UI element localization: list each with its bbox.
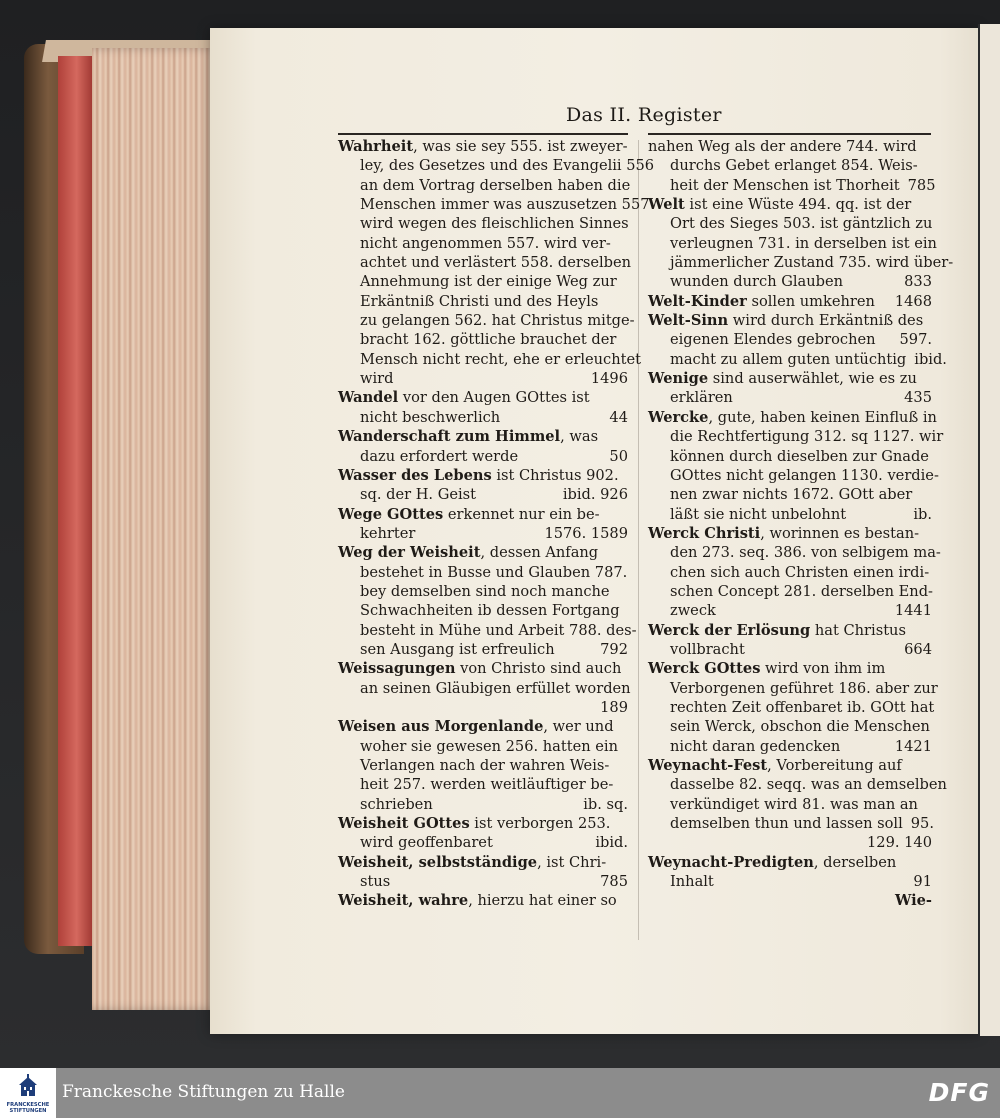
entry-text: Annehmung ist der einige Weg zur — [360, 273, 617, 291]
entry-continuation-line — [338, 272, 628, 291]
page-reference: ibid. 926 — [562, 486, 628, 504]
entry-first-line — [338, 853, 628, 872]
entry-text: nicht daran gedencken — [670, 737, 841, 755]
entry-text: die Rechtfertigung 312. sq 1127. wir — [670, 428, 944, 446]
entry-continuation-line — [648, 679, 938, 698]
entry-text: bestehet in Busse und Glauben 787. — [360, 563, 628, 581]
entry-text: Welt ist eine Wüste 494. qq. ist der — [648, 196, 912, 214]
register-entry — [338, 543, 637, 659]
entry-text: Werck der Erlösung hat Christus — [648, 621, 906, 639]
register-entry — [338, 659, 631, 717]
entry-text: macht zu allem guten untüchtig — [670, 350, 907, 368]
entry-continuation-line — [648, 775, 947, 794]
entry-text: vollbracht — [670, 640, 745, 658]
register-entry — [648, 659, 938, 756]
entry-text: Wanderschaft zum Himmel, was — [338, 428, 599, 446]
page-reference: 664 — [904, 640, 932, 658]
entry-text: Erkäntniß Christi und des Heyls — [360, 292, 599, 310]
entry-continuation-line — [648, 350, 947, 369]
entry-text: wunden durch Glauben — [670, 273, 844, 291]
entry-continuation-line — [338, 253, 632, 272]
entry-continuation-line — [648, 176, 936, 195]
entry-text: Wahrheit, was sie sey 555. ist zweyer- — [338, 138, 628, 155]
entry-continuation-line — [648, 737, 932, 756]
entry-first-line — [338, 891, 628, 910]
red-page-edge — [58, 56, 92, 946]
dfg-logo[interactable]: DFG — [928, 1078, 990, 1107]
register-entry — [648, 756, 947, 853]
entry-first-line — [338, 505, 628, 524]
column-divider — [638, 140, 639, 940]
entry-continuation-line — [648, 543, 941, 562]
entry-text: Werck Christi, worinnen es bestan- — [648, 524, 920, 542]
entry-text: Welt-Sinn wird durch Erkäntniß des — [648, 312, 924, 330]
page-reference: ib. — [913, 505, 932, 523]
entry-continuation-line — [338, 872, 628, 891]
entry-text: dasselbe 82. seqq. was an demselben — [670, 776, 947, 794]
entry-text: verleugnen 731. in derselben ist ein — [670, 234, 937, 252]
page-reference: 50 — [609, 447, 628, 465]
entry-continuation-line — [648, 272, 932, 291]
page-reference: 1468 — [894, 292, 932, 310]
register-entry — [338, 717, 628, 814]
entry-text: Verborgenen geführet 186. aber zur — [670, 679, 938, 697]
register-entry — [648, 524, 941, 621]
entry-text: besteht in Mühe und Arbeit 788. des- — [360, 621, 637, 639]
entry-text: den 273. seq. 386. von selbigem ma- — [670, 544, 941, 562]
page-reference: 597. — [899, 331, 932, 349]
entry-text: wird — [360, 370, 394, 388]
register-entry — [338, 388, 628, 427]
entry-text: nicht beschwerlich — [360, 408, 501, 426]
page-reference: 1576. 1589 — [544, 524, 628, 542]
entry-continuation-line — [338, 408, 628, 427]
register-entry — [648, 292, 932, 311]
entry-continuation-line — [648, 253, 954, 272]
entry-first-line — [648, 311, 932, 330]
entry-continuation-line — [338, 292, 628, 311]
entry-text: Wandel vor den Augen GOttes ist — [338, 389, 590, 407]
entry-continuation-line — [338, 234, 628, 253]
entry-continuation-line — [338, 698, 628, 717]
entry-text: heit 257. werden weitläuftiger be- — [360, 776, 614, 794]
entry-continuation-line — [648, 717, 932, 736]
entry-text: Welt-Kinder sollen umkehren — [648, 292, 875, 310]
entry-continuation-line — [338, 447, 628, 466]
institution-name[interactable]: Franckesche Stiftungen zu Halle — [62, 1082, 345, 1102]
entry-text: wird wegen des fleischlichen Sinnes — [360, 215, 629, 233]
entry-continuation-line — [338, 156, 655, 175]
entry-continuation-line — [648, 601, 932, 620]
entry-first-line — [648, 524, 932, 543]
entry-continuation-line — [338, 369, 628, 388]
entry-text: Weisheit GOttes ist verborgen 253. — [338, 815, 611, 833]
entry-text: können durch dieselben zur Gnade — [670, 447, 929, 465]
entry-text: Weisen aus Morgenlande, wer und — [338, 718, 614, 736]
register-entry — [648, 408, 944, 524]
entry-text: an seinen Gläubigen erfüllet worden — [360, 679, 631, 697]
entry-text: Weissagungen von Christo sind auch — [338, 660, 622, 678]
page-reference: 1421 — [894, 737, 932, 755]
entry-first-line — [338, 137, 628, 156]
entry-text: Inhalt — [670, 873, 714, 891]
entry-continuation-line — [338, 563, 628, 582]
entry-text: Weynacht-Predigten, derselben — [648, 853, 897, 871]
entry-continuation-line — [338, 582, 628, 601]
entry-continuation-line — [338, 679, 631, 698]
entry-text: nahen Weg als der andere 744. wird — [648, 138, 917, 155]
entry-continuation-line — [648, 466, 939, 485]
entry-first-line — [648, 756, 932, 775]
entry-first-line — [648, 659, 932, 678]
entry-continuation-line — [338, 485, 628, 504]
entry-text: stus — [360, 873, 391, 891]
entry-continuation-line — [338, 214, 628, 233]
entry-continuation-line — [648, 234, 937, 253]
entry-continuation-line — [648, 872, 932, 891]
entry-first-line — [648, 408, 937, 427]
entry-text: Weisheit, selbstständige, ist Chri- — [338, 853, 607, 871]
entry-continuation-line — [648, 156, 932, 175]
entry-continuation-line — [338, 176, 631, 195]
entry-text: woher sie gewesen 256. hatten ein — [360, 737, 618, 755]
entry-continuation-line — [338, 524, 628, 543]
entry-text: zu gelangen 562. hat Christus mitge- — [360, 312, 635, 330]
entry-text: sen Ausgang ist erfreulich — [360, 640, 555, 658]
page-reference: 833 — [904, 273, 932, 291]
entry-continuation-line — [648, 640, 932, 659]
entry-first-line — [648, 369, 932, 388]
catchword: Wie- — [894, 892, 932, 910]
entry-text: zweck — [670, 602, 716, 620]
entry-text: an dem Vortrag derselben haben die — [360, 176, 631, 194]
entry-text: sq. der H. Geist — [360, 486, 477, 504]
entry-text: Verlangen nach der wahren Weis- — [360, 757, 610, 774]
entry-text: nen zwar nichts 1672. GOtt aber — [670, 486, 913, 504]
page-reference: ib. sq. — [583, 795, 628, 813]
entry-continuation-line — [338, 756, 628, 775]
entry-text: läßt sie nicht unbelohnt — [670, 505, 847, 523]
register-entry — [338, 466, 628, 505]
entry-continuation-line — [338, 621, 637, 640]
entry-continuation-line — [338, 833, 628, 852]
entry-first-line — [338, 543, 628, 562]
entry-text: Wenige sind auserwählet, wie es zu — [648, 370, 917, 388]
entry-text: bey demselben sind noch manche — [360, 582, 610, 600]
entry-text: verkündiget wird 81. was man an — [670, 795, 918, 813]
entry-first-line — [338, 388, 628, 407]
entry-text: erklären — [670, 389, 733, 407]
entry-text: Weisheit, wahre, hierzu hat einer so — [338, 892, 617, 910]
page-reference: 95. — [910, 815, 934, 833]
entry-first-line — [648, 195, 932, 214]
entry-continuation-line — [338, 601, 628, 620]
register-entry — [338, 427, 628, 466]
entry-text: kehrter — [360, 524, 416, 542]
entry-continuation-line — [648, 563, 932, 582]
entry-first-line — [648, 853, 932, 872]
entry-text: jämmerlicher Zustand 735. wird über- — [670, 254, 954, 272]
institution-logo[interactable] — [0, 1068, 56, 1118]
entry-continuation-line — [648, 330, 932, 349]
entry-continuation-line — [648, 795, 932, 814]
entry-continuation-line — [648, 833, 932, 852]
entry-continuation-line — [648, 698, 935, 717]
entry-text: Schwachheiten ib dessen Fortgang — [360, 602, 620, 620]
page-reference: 189 — [600, 698, 628, 716]
entry-text: Wege GOttes erkennet nur ein be- — [338, 505, 600, 523]
entry-text: Wercke, gute, haben keinen Einfluß in — [648, 408, 937, 426]
entry-text: schrieben — [360, 795, 433, 813]
entry-continuation-line — [648, 505, 932, 524]
entry-first-line — [338, 466, 628, 485]
entry-continuation-line — [338, 640, 628, 659]
entry-text: durchs Gebet erlanget 854. Weis- — [670, 157, 918, 175]
entry-continuation-line — [648, 447, 932, 466]
facing-page-edge — [978, 24, 1000, 1036]
page-reference: 44 — [609, 408, 628, 426]
register-entry — [648, 195, 954, 292]
page-reference: 1496 — [590, 370, 628, 388]
entry-first-line — [338, 659, 628, 678]
page-reference: ibid. — [595, 834, 628, 852]
register-entry — [648, 853, 932, 892]
entry-text: Weg der Weisheit, dessen Anfang — [338, 544, 599, 562]
register-entry — [338, 891, 628, 910]
entry-first-line — [648, 137, 932, 156]
entry-text: rechten Zeit offenbaret ib. GOtt hat — [670, 698, 935, 716]
entry-continuation-line — [648, 582, 932, 601]
entry-continuation-line — [648, 214, 932, 233]
entry-continuation-line — [338, 775, 628, 794]
entry-first-line — [338, 427, 628, 446]
entry-text: heit der Menschen ist Thorheit — [670, 176, 900, 194]
register-entry — [648, 137, 936, 195]
entry-text: achtet und verlästert 558. derselben — [360, 254, 632, 272]
entry-continuation-line — [648, 814, 932, 833]
page-reference: 91 — [913, 873, 932, 891]
entry-first-line — [648, 621, 932, 640]
orphanage-building-icon — [18, 1074, 38, 1098]
register-column-left — [338, 137, 655, 911]
entry-text: eigenen Elendes gebrochen — [670, 331, 876, 349]
register-entry — [648, 621, 932, 660]
running-title: Das II. Register — [566, 104, 722, 126]
register-entry — [648, 369, 932, 408]
register-column-right — [648, 137, 954, 911]
entry-first-line — [338, 814, 628, 833]
entry-continuation-line — [338, 737, 628, 756]
entry-text: dazu erfordert werde — [360, 447, 519, 465]
entry-text: Mensch nicht recht, ehe er erleuchtet — [360, 350, 641, 368]
register-entry — [338, 853, 628, 892]
page-reference: 1441 — [894, 602, 932, 620]
entry-text: demselben thun und lassen soll — [670, 815, 903, 833]
entry-text: Werck GOttes wird von ihm im — [648, 660, 886, 678]
header-rule-left — [338, 133, 628, 135]
page-stack-edge — [92, 48, 218, 1010]
entry-continuation-line — [338, 350, 641, 369]
entry-continuation-line — [338, 195, 650, 214]
entry-text: chen sich auch Christen einen irdi- — [670, 563, 930, 581]
page-reference: 785 — [600, 873, 628, 891]
entry-first-line — [648, 292, 932, 311]
logo-text: FRANCKESCHE STIFTUNGEN — [6, 1102, 50, 1114]
entry-continuation-line — [338, 330, 628, 349]
entry-text: sein Werck, obschon die Menschen — [670, 718, 930, 736]
register-entry — [648, 311, 947, 369]
viewer-footer — [0, 1068, 1000, 1118]
entry-text: wird geoffenbaret — [360, 834, 493, 852]
entry-continuation-line — [648, 427, 944, 446]
page-reference: ibid. — [914, 350, 947, 368]
register-entry — [338, 505, 628, 544]
header-rule-right — [648, 133, 931, 135]
entry-text: nicht angenommen 557. wird ver- — [360, 234, 611, 252]
entry-continuation-line — [648, 485, 932, 504]
entry-text: GOttes nicht gelangen 1130. verdie- — [670, 466, 939, 484]
entry-text: bracht 162. göttliche brauchet der — [360, 331, 617, 349]
entry-first-line — [338, 717, 628, 736]
page-reference: 129. 140 — [867, 834, 932, 852]
entry-text: Ort des Sieges 503. ist gäntzlich zu — [670, 215, 933, 233]
entry-continuation-line — [648, 388, 932, 407]
page-reference: 792 — [600, 640, 628, 658]
entry-text: Menschen immer was auszusetzen 557 — [360, 196, 650, 214]
entry-text: ley, des Gesetzes und des Evangelii 556 — [360, 157, 655, 175]
page-reference: 435 — [904, 389, 932, 407]
entry-text: schen Concept 281. derselben End- — [670, 582, 933, 600]
entry-continuation-line — [338, 795, 628, 814]
register-entry — [338, 814, 628, 853]
entry-continuation-line — [338, 311, 635, 330]
entry-text: Wasser des Lebens ist Christus 902. — [338, 466, 619, 484]
register-entry — [338, 137, 655, 388]
page-reference: 785 — [907, 176, 936, 194]
entry-text: Weynacht-Fest, Vorbereitung auf — [648, 757, 902, 774]
